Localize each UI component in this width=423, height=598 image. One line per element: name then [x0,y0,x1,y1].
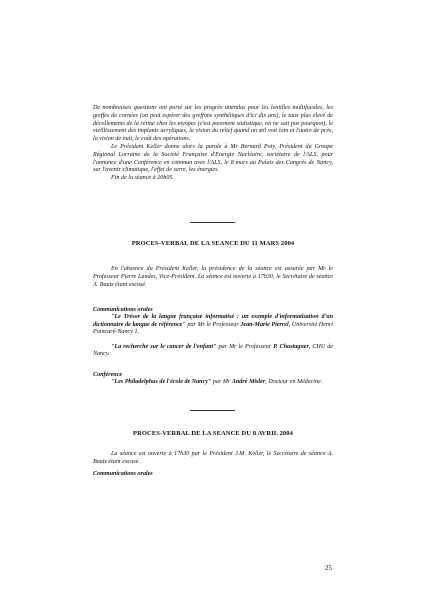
communication-item [93,344,333,359]
separator-rule [190,222,235,223]
communication-by: par Mr le Professeur [216,343,274,350]
separator-rule [190,410,235,411]
speaker-name: P. Chastagner [273,343,309,350]
speaker-affiliation: , Docteur en Médecine. [265,379,323,385]
march-communications [93,306,333,359]
march-opening-paragraph: En l'absence du Président Keller, la présidence de la séance est assurée par Mr le Professeur Pierre Landes, Vice-Président. La séance est ouverte à 17h30, le Secrétaire de séance A. Bautz étant excusé. [93,266,333,288]
communication-by: par Mr le Professeur [185,321,241,328]
conference-item [93,379,333,387]
april-session-heading: PROCES-VERBAL DE LA SEANCE DU 8 AVRIL 2004 [133,430,293,437]
speaker-affiliation: , Université Henri Poincaré-Nancy 1. [93,321,334,336]
speaker-name: André Misler [231,379,266,385]
march-conference [93,371,333,387]
communication-title: "Le Trésor de la langue française informatisé : un exemple d'informatisation d'un dictionnaire de langue de référence" [93,314,333,328]
page-number: 25 [325,564,332,572]
communication-title: "La recherche sur le cancer de l'enfant" [111,343,217,350]
march-session-heading: PROCES-VERBAL DE LA SEANCE DU 11 MARS 2004 [131,240,295,247]
intro-section [93,105,333,183]
intro-paragraph-questions: De nombreuses questions ont porté sur les progrès attendus pour les lentilles multifocales, les greffes de cornées (on peut espérer des greffons synthétiques d'ici dix ans), le taux plus élevé de décollements de la rétine chez les myopes (c'est purement statistique, on ne sait pas pourquoi), le vieillissement des implants acryliques, la vision du relief quand un œil voit loin et l'autre de près, la vision de nuit, le coût des opérations. [93,105,333,143]
april-opening-paragraph: La séance est ouverte à 17h30 par le Président J.M. Keller, le Secrétaire de séance A. Bautz étant excusé. [93,451,333,465]
speaker-affiliation: , CHU de Nancy. [93,343,334,358]
april-communications-title: Communications orales [93,471,153,477]
conference-by: par Mr [211,379,232,385]
speaker-name: Jean-Marie Pierrel [240,321,289,328]
conference-title: Conférence [93,372,123,378]
session-end-note: Fin de la séance à 20h05. [111,175,174,182]
communications-title: Communications orales [93,307,153,313]
intro-paragraph-poty: Le Président Keller donne alors la parole à Mr Bernard Poty, Président du Groupe Régional Lorraine de la Société Française d'Energie Nucléaire, sociétaire de l'ALS, pour l'annonce d'une Conférence en commun avec l'ALS, le 8 mars au Palais des Congrès de Nancy, sur l'avenir climatique, l'effet de serre, les énergies. [93,143,333,174]
communication-item [93,314,333,337]
conference-talk-title: "Les Philadelphus de l'école de Nancy" [111,379,212,385]
